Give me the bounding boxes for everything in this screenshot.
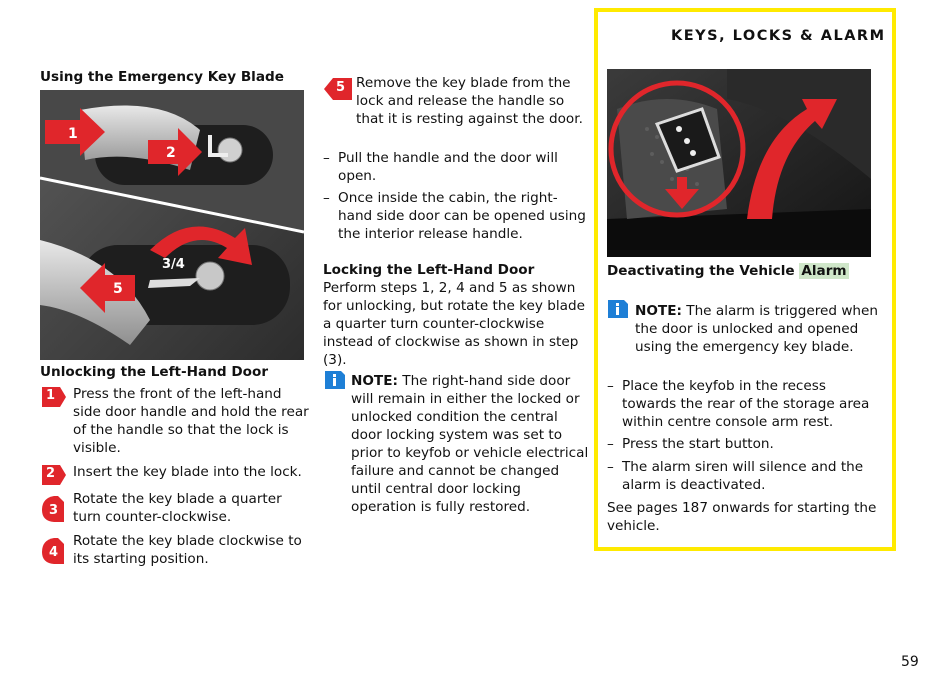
middle-note-text: The right-hand side door will remain in either the locked or unlocked condition the central door locking system was set to prior to keyfob or vehicle electrical failure and cannot be changed until central door locking operation is fully restored.: [351, 373, 589, 515]
step-4-text: Rotate the key blade clockwise to its starting position.: [73, 533, 302, 567]
deactivating-heading-text: Deactivating the Vehicle: [607, 263, 795, 279]
figure-label-1: 1: [68, 126, 78, 142]
alarm-highlight: Alarm: [801, 263, 847, 279]
deactivating-heading: [607, 262, 877, 280]
step-5-number: 5: [336, 80, 346, 95]
note-info-icon: [324, 370, 344, 390]
alarm-note: [635, 302, 880, 356]
figure-label-3-4: 3/4: [162, 257, 185, 272]
step-5-text: Remove the key blade from the lock and release the handle so that it is resting against the door.: [356, 75, 583, 127]
step-5-arrow-icon: [324, 76, 352, 102]
section-title: KEYS, LOCKS & ALARM: [671, 28, 886, 44]
step-1-arrow-icon: [40, 385, 66, 409]
step-1-text: Press the front of the left-hand side door handle and hold the rear of the handle so that the lock is visible.: [73, 386, 309, 456]
locking-heading: Locking the Left-Hand Door: [323, 262, 535, 278]
see-pages-text: See pages 187 onwards for starting the vehicle.: [607, 500, 877, 534]
page-number: 59: [901, 654, 919, 670]
key-blade-figure: [40, 90, 304, 360]
alarm-note-info-icon: [607, 299, 627, 319]
keyfob-recess-figure: [607, 69, 871, 257]
step-1-number: 1: [46, 388, 56, 403]
step-4-rotate-icon: [40, 536, 66, 560]
figure-label-2: 2: [166, 145, 176, 161]
unlock-heading: Unlocking the Left-Hand Door: [40, 364, 269, 380]
figure-label-5: 5: [113, 281, 123, 297]
middle-note: [351, 372, 589, 516]
step-3-number: 3: [49, 503, 59, 518]
step-3-text: Rotate the key blade a quarter turn counter-clockwise.: [73, 491, 282, 525]
middle-note-label: NOTE:: [351, 373, 398, 389]
step-4-number: 4: [49, 545, 59, 560]
step-2-text: Insert the key blade into the lock.: [73, 464, 302, 480]
alarm-note-label: NOTE:: [635, 303, 682, 319]
step-2-arrow-icon: [40, 463, 66, 487]
alarm-note-text: The alarm is triggered when the door is unlocked and opened using the emergency key blade.: [635, 303, 879, 355]
step-3-rotate-icon: [40, 494, 66, 518]
step-2-number: 2: [46, 466, 56, 481]
locking-text: Perform steps 1, 2, 4 and 5 as shown for unlocking, but rotate the key blade a quarter turn counter-clockwise instead of clockwise as shown in step (3).: [323, 280, 585, 368]
emergency-key-heading: Using the Emergency Key Blade: [40, 69, 284, 85]
